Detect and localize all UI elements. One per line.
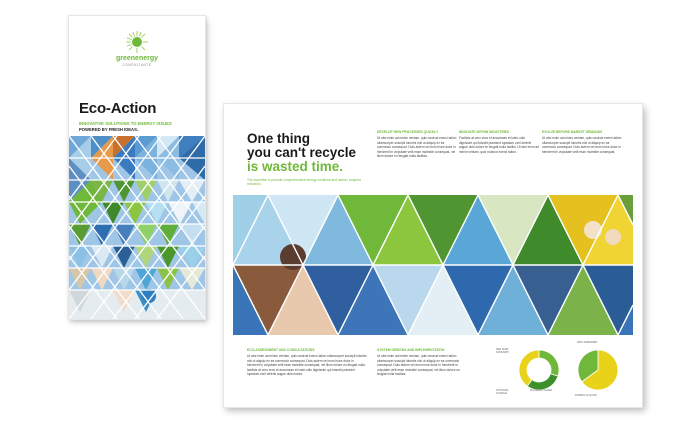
company-logo	[69, 29, 205, 67]
brand-subtitle: CONSULTANTS	[122, 63, 152, 67]
column-body: Ut wisi enim ad minim veniam, quis nostrud exerci tation ullamcorper suscipit lobortis nisl ut aliquip ex ea commodo consequat. Duis autem vel eum iriure dolor in hendrerit in vulputate velit esse molestie consequat, vel illum dolore eu feugiat nulla facilisis at vero eros et accumsan et iusto odio dignissim qui blandit praesent luptatum zzril delenit augue duis dolore.	[247, 354, 367, 377]
headline-line-3: is wasted time.	[247, 159, 344, 174]
donut-label-left: OPTIONAL CONGUE	[496, 389, 509, 395]
column-heading: SYSTEM DESIGNS AND IMPLEMENTATION	[377, 348, 445, 352]
inside-headline	[247, 132, 356, 174]
column-body: Facilisis at vero eros et accumsan et iusto odio dignissim qui blandit praesent luptatum zzril delenit augue duis dolore te feugait nulla facilisi. Ut wisi enim ad minim veniam, quis nostrud exerci tation.	[459, 136, 539, 154]
column-heading: EVOLVE BEFORE MARKET DEMANDS	[542, 130, 603, 134]
donut-label-top: SED DIAM NONUMMY	[496, 348, 510, 354]
inside-photo-band	[233, 195, 633, 335]
content-column-5	[377, 348, 467, 377]
front-title: Eco-Action	[79, 100, 157, 117]
content-column-3	[542, 130, 622, 154]
column-body: Ut wisi enim ad minim veniam, quis nostrud exerci tation ullamcorper suscipit lobortis nisl ut aliquip ex ea commodo consequat. Duis autem vel eum iriure dolor in hendrerit in vulputate velit esse molestie consequat.	[542, 136, 622, 154]
intro-text: The expertise to provide comprehensive energy solutions and carbon footprint reduction.	[247, 178, 361, 187]
donut-slice-1	[539, 350, 559, 376]
front-photo-mosaic	[69, 136, 205, 319]
column-body: Ut wisi enim ad minim veniam, quis nostrud exerci tation ullamcorper suscipit lobortis nisl ut aliquip ex ea commodo consequat. Duis autem vel eum iriure dolor in hendrerit in vulputate velit esse molestie consequat, vel illum dolore eu feugiat nulla facilisis.	[377, 354, 460, 377]
brochure-front-panel	[68, 15, 206, 320]
column-heading: ECO-ASSESSMENT AND CONSULTATIONS	[247, 348, 315, 352]
content-column-4	[247, 348, 367, 377]
donut-chart	[516, 347, 562, 393]
pie-label-bottom: DOMING ID QUOD	[575, 394, 597, 397]
column-body: Ut wisi enim ad minim veniam, quis nostrud exerci tation ullamcorper suscipit lobortis nisl ut aliquip ex ea commodo consequat. Duis autem vel eum iriure dolor in hendrerit in vulputate velit esse molestie consequat, vel illum dolore eu feugiat nulla facilisis.	[377, 136, 457, 159]
brochure-inside-spread	[223, 103, 643, 408]
headline-line-2: you can't recycle	[247, 145, 357, 160]
content-column-2	[459, 130, 539, 154]
headline-line-1: One thing	[247, 131, 310, 146]
pie-chart	[575, 347, 621, 393]
front-tagline-1: INNOVATIVE SOLUTIONS TO ENERGY ISSUES	[79, 121, 172, 126]
triangle-photo-band	[233, 195, 633, 335]
brand-name: greenenergy	[115, 55, 159, 62]
pie-label-top: NIHIL IMPERDIET	[577, 341, 598, 344]
donut-label-bottom: PLACERAT FACER	[530, 389, 552, 392]
donut-slice-3	[519, 350, 539, 386]
column-heading: INNOVATE WITHIN INDUSTRIES	[459, 130, 510, 134]
donut-slice-2	[527, 374, 558, 390]
triangle-photo-mosaic	[69, 136, 205, 319]
front-tagline-2: POWERED BY FRESH IDEAS.	[79, 127, 139, 132]
column-heading: DEVELOP NEW PROCESSES QUICKLY	[377, 130, 439, 134]
content-column-1	[377, 130, 457, 159]
sun-logo-icon	[124, 29, 150, 55]
